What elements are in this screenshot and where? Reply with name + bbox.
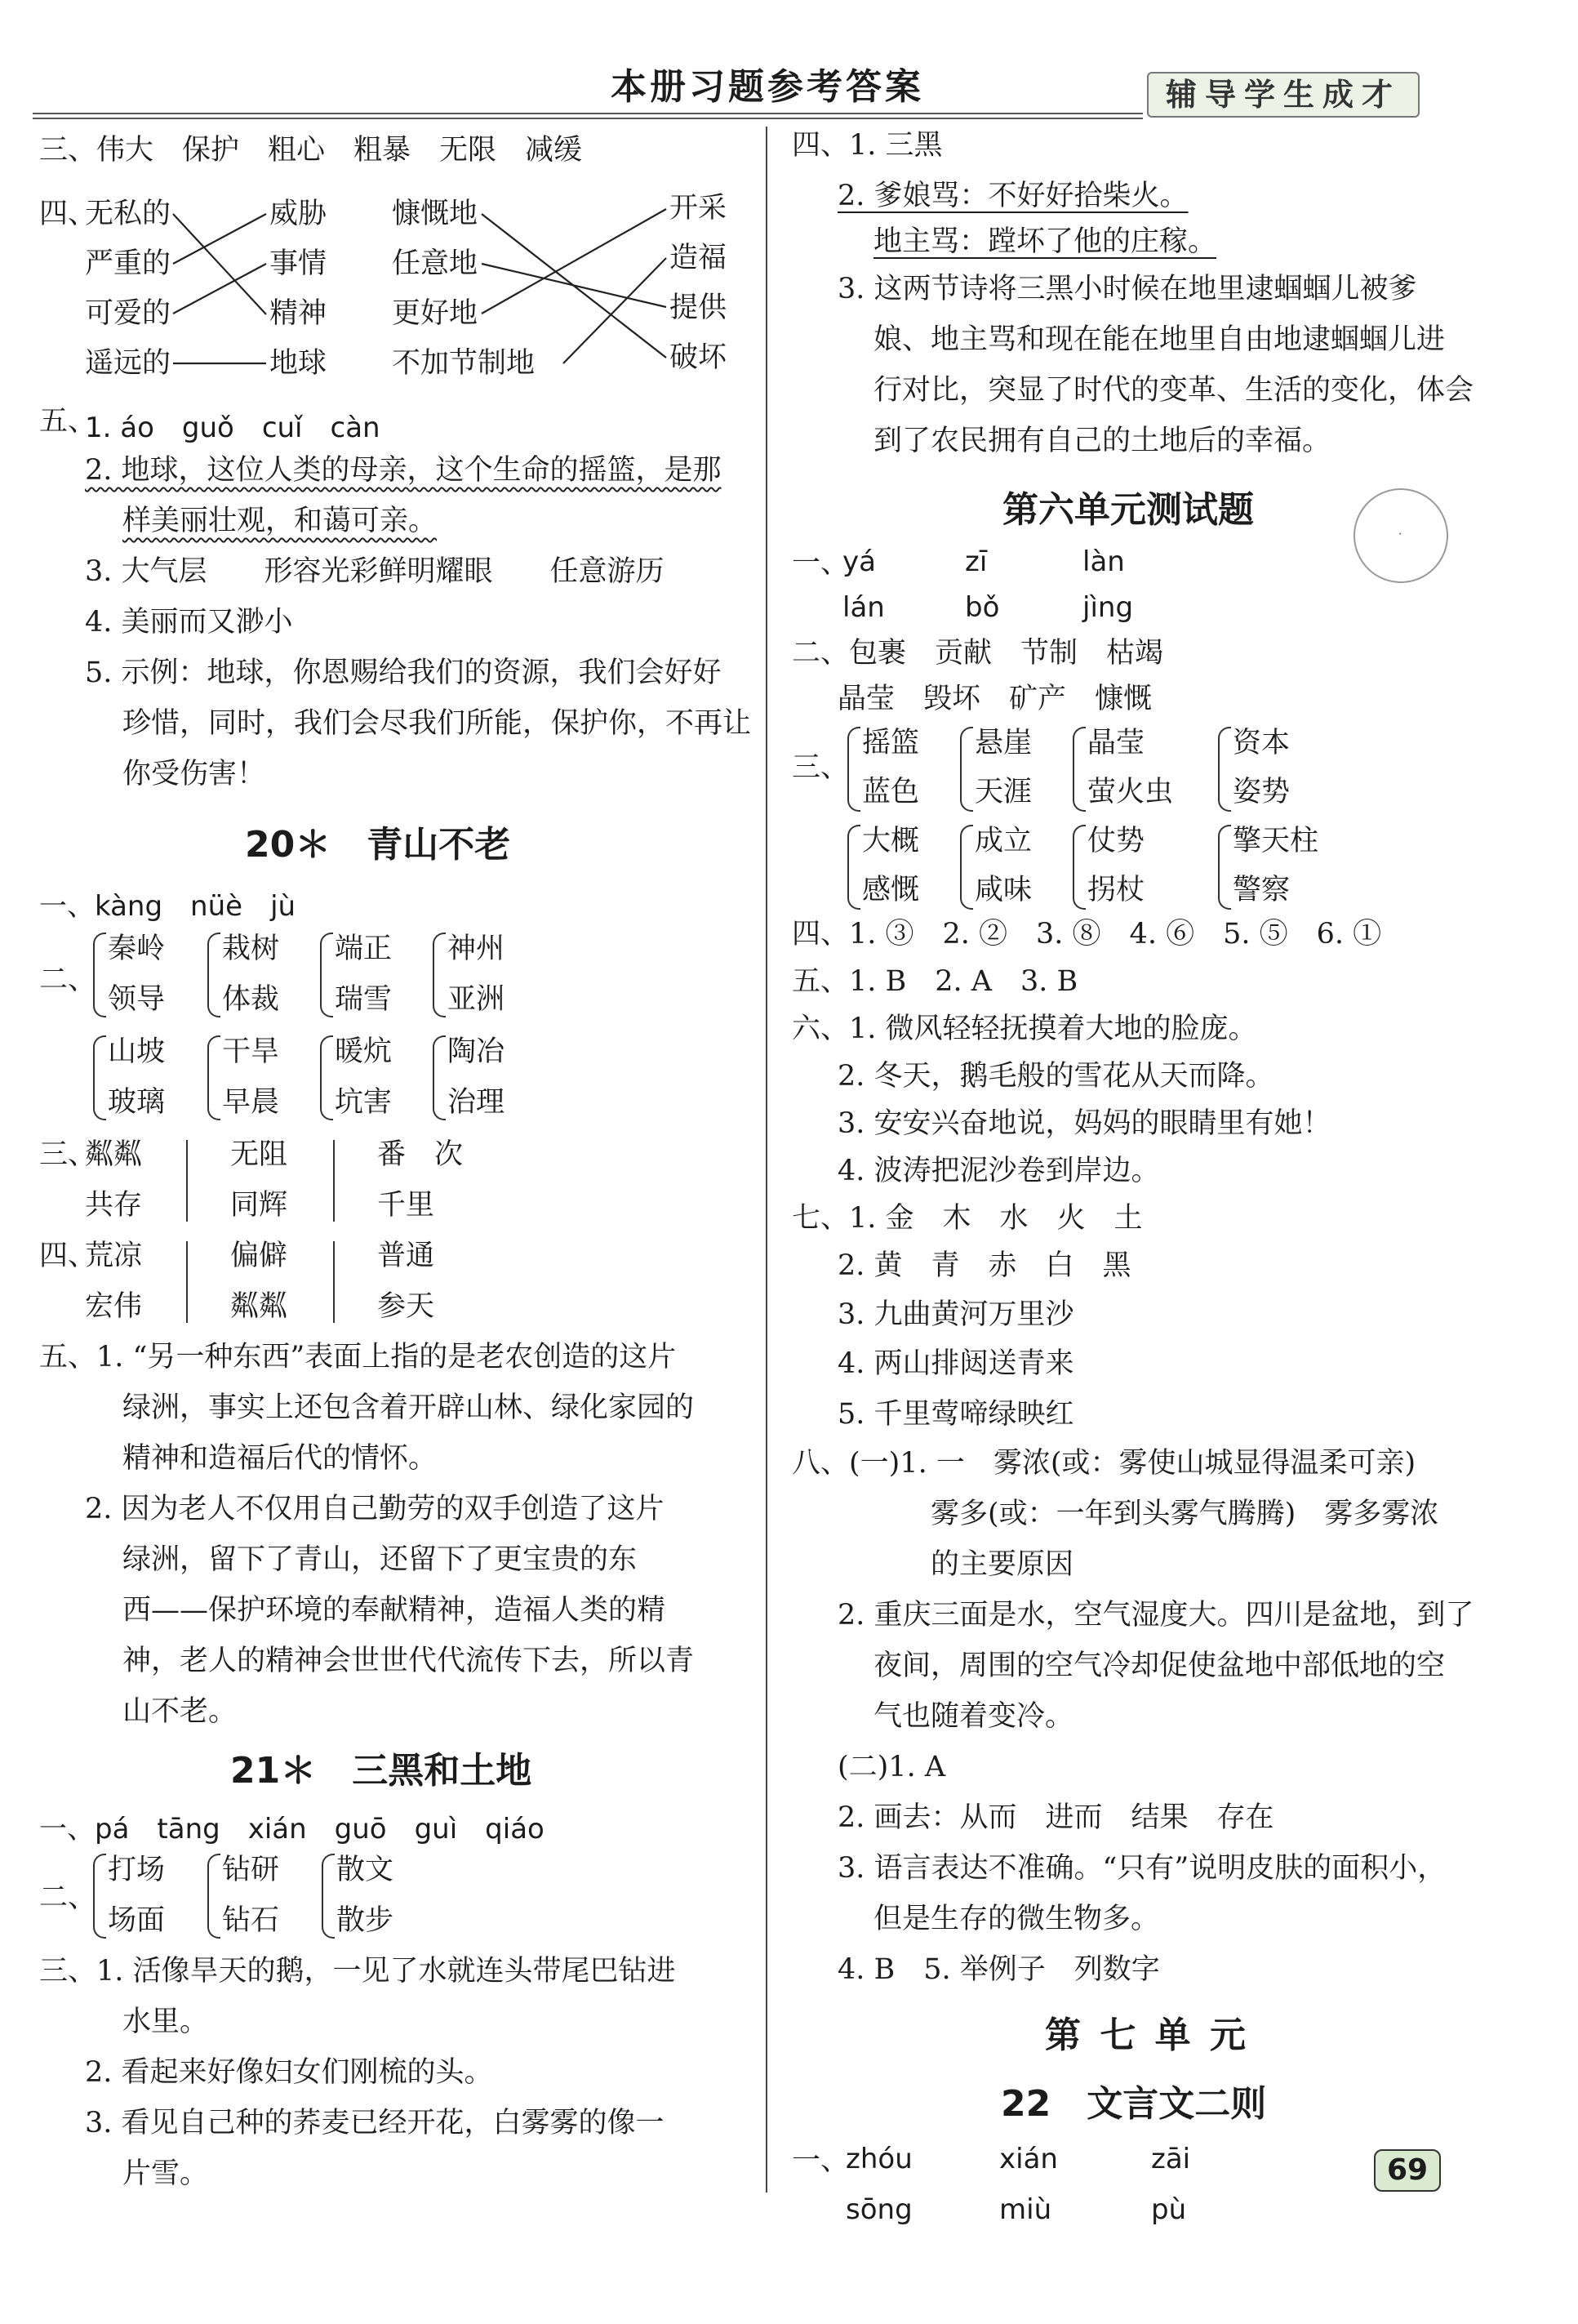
u6-s6a: 六、1. 微风轻轻抚摸着大地的脸庞。 xyxy=(792,1013,1257,1045)
match-right-word-2: 任意地 xyxy=(392,247,478,280)
l20-pair2-b1: 玻璃 xyxy=(108,1086,166,1119)
u6-s1-a1: yá xyxy=(842,545,876,578)
match-right-target-1: 开采 xyxy=(669,192,727,225)
l-s5-q4: 4. 美丽而又渺小 xyxy=(85,606,293,639)
l20-s5e: 绿洲，留下了青山，还留下了更宝贵的东 xyxy=(122,1543,638,1576)
brace xyxy=(1218,825,1231,910)
l20-pair2-a2: 干旱 xyxy=(222,1035,280,1068)
page-number-badge: 69 xyxy=(1374,2149,1441,2192)
l20-s3-b2: 同辉 xyxy=(230,1189,288,1222)
u6-s8h: 2. 画去：从而 进而 结果 存在 xyxy=(838,1801,1274,1834)
divider xyxy=(333,1241,335,1323)
r-s4g: 到了农民拥有自己的土地后的幸福。 xyxy=(873,425,1331,457)
l20-s2-label: 二、 xyxy=(39,964,97,996)
match-left-target-1: 威胁 xyxy=(269,198,327,230)
l21-s3d: 3. 看见自己种的荞麦已经开花，白雾雾的像一 xyxy=(85,2107,665,2139)
u6-pair1-a3: 晶莹 xyxy=(1087,727,1145,759)
l20-s5c: 精神和造福后代的情怀。 xyxy=(122,1442,438,1475)
u7-s1-b3: pù xyxy=(1151,2193,1187,2226)
match-right-word-3: 更好地 xyxy=(392,297,478,330)
u6-s6b: 2. 冬天，鹅毛般的雪花从天而降。 xyxy=(838,1060,1274,1093)
lesson-22-title: 22 文言文二则 xyxy=(1001,2083,1267,2125)
u7-s1-label: 一、 xyxy=(792,2144,850,2177)
l21-s1: 一、pá tāng xián guō guì qiáo xyxy=(39,1813,545,1845)
l-s3: 三、伟大 保护 粗心 粗暴 无限 减缓 xyxy=(39,134,583,167)
l20-s5g: 神，老人的精神会世世代代流传下去，所以青 xyxy=(122,1645,695,1677)
brace xyxy=(960,727,973,812)
u6-pair1-a2: 悬崖 xyxy=(975,727,1033,759)
l-s5-q2a: 2. 地球，这位人类的母亲，这个生命的摇篮，是那 xyxy=(85,454,722,487)
l21-pair-b1: 场面 xyxy=(108,1904,166,1937)
l20-pair2-a4: 陶冶 xyxy=(447,1035,505,1068)
match-left-word-2: 严重的 xyxy=(85,247,171,280)
u6-s7c: 3. 九曲黄河万里沙 xyxy=(838,1298,1074,1331)
u6-s7a: 七、1. 金 木 水 火 土 xyxy=(792,1202,1143,1235)
u6-s4: 四、1. ③ 2. ② 3. ⑧ 4. ⑥ 5. ⑤ 6. ① xyxy=(792,918,1382,951)
u6-s1-label: 一、 xyxy=(792,547,850,580)
u6-s8d: 2. 重庆三面是水，空气湿度大。四川是盆地，到了 xyxy=(838,1599,1474,1632)
l21-s2-label: 二、 xyxy=(39,1881,97,1914)
l20-s3-b3: 千里 xyxy=(377,1189,435,1222)
lesson-21-title: 21＊ 三黑和土地 xyxy=(230,1750,532,1792)
u6-s5: 五、1. B 2. A 3. B xyxy=(792,965,1078,998)
u6-pair2-b2: 咸味 xyxy=(975,874,1033,906)
u6-s8b: 雾多(或：一年到头雾气腾腾) 雾多雾浓 xyxy=(931,1498,1439,1530)
brace xyxy=(1073,825,1086,910)
l21-pair-a3: 散文 xyxy=(336,1854,394,1886)
l20-s3-label: 三、 xyxy=(39,1138,97,1171)
page-header-title: 本册习题参考答案 xyxy=(611,66,924,108)
l20-s3-a3: 番 次 xyxy=(377,1138,464,1171)
brace xyxy=(93,933,106,1017)
r-s4c: 地主骂：蹚坏了他的庄稼。 xyxy=(873,225,1217,258)
l20-pair1-a4: 神州 xyxy=(447,933,505,965)
u6-s8c: 的主要原因 xyxy=(931,1548,1074,1581)
l20-s4-a1: 荒凉 xyxy=(85,1240,143,1272)
l20-s4-b3: 参天 xyxy=(377,1290,435,1323)
l-s5-q5a: 5. 示例：地球，你恩赐给我们的资源，我们会好好 xyxy=(85,657,722,689)
l20-pair1-b1: 领导 xyxy=(108,983,166,1016)
unit-6-title: 第六单元测试题 xyxy=(1002,489,1254,531)
l-s5-q5b: 珍惜，同时，我们会尽我们所能，保护你，不再让 xyxy=(122,707,752,740)
column-divider xyxy=(766,127,767,2193)
l20-pair1-a1: 秦岭 xyxy=(108,933,166,965)
match-left-target-2: 事情 xyxy=(269,247,327,280)
match-left-target-4: 地球 xyxy=(269,347,327,380)
l-s5-q1: 1. áo guǒ cuǐ càn xyxy=(85,412,380,444)
l20-s5d: 2. 因为老人不仅用自己勤劳的双手创造了这片 xyxy=(85,1493,665,1525)
u6-s1-b2: bǒ xyxy=(965,591,1000,624)
divider xyxy=(186,1140,188,1222)
match-right-target-2: 造福 xyxy=(669,242,727,274)
u6-pair1-b1: 蓝色 xyxy=(862,776,920,808)
brace xyxy=(960,825,973,910)
u6-pair1-b4: 姿势 xyxy=(1233,776,1291,808)
l20-pair1-a3: 端正 xyxy=(335,933,393,965)
brace xyxy=(93,1854,106,1939)
match-label: 四、 xyxy=(39,198,97,230)
l20-pair1-b3: 瑞雪 xyxy=(335,983,393,1016)
l21-pair-b2: 钻石 xyxy=(222,1904,280,1937)
u6-pair2-b4: 警察 xyxy=(1233,874,1291,906)
l20-s3-a1: 粼粼 xyxy=(85,1138,143,1171)
l20-s3-b1: 共存 xyxy=(85,1189,143,1222)
l-s5-q2b: 样美丽壮观，和蔼可亲。 xyxy=(122,505,438,537)
u6-s7e: 5. 千里莺啼绿映红 xyxy=(838,1398,1074,1431)
brace xyxy=(320,1035,333,1120)
l21-s3b: 水里。 xyxy=(122,2006,209,2038)
u6-s8e: 夜间，周围的空气冷却促使盆地中部低地的空 xyxy=(873,1650,1446,1682)
brace xyxy=(93,1035,106,1120)
l20-pair2-b4: 治理 xyxy=(447,1086,505,1119)
l21-pair-a1: 打场 xyxy=(108,1854,166,1886)
match-left-word-4: 遥远的 xyxy=(85,347,171,380)
u6-pair2-b3: 拐杖 xyxy=(1087,874,1145,906)
u6-s8k: 4. B 5. 举例子 列数字 xyxy=(838,1953,1160,1986)
l20-s1: 一、kàng nüè jù xyxy=(39,890,296,923)
u6-s2b: 晶莹 毁坏 矿产 慷慨 xyxy=(838,683,1153,715)
u6-s7d: 4. 两山排闼送青来 xyxy=(838,1347,1074,1380)
l21-s3e: 片雪。 xyxy=(122,2157,209,2190)
divider xyxy=(186,1241,188,1323)
u6-s1-b1: lán xyxy=(842,591,885,624)
u6-s2a: 二、包裹 贡献 节制 枯竭 xyxy=(792,637,1164,670)
unit-7-title: 第 七 单 元 xyxy=(1045,2015,1249,2056)
lesson-20-title: 20＊ 青山不老 xyxy=(245,824,511,866)
u6-pair2-a4: 擎天柱 xyxy=(1233,825,1319,857)
brace xyxy=(847,825,860,910)
l-s5-q3: 3. 大气层 形容光彩鲜明耀眼 任意游历 xyxy=(85,555,665,588)
stamp-seal: · xyxy=(1341,476,1460,595)
brace xyxy=(1073,727,1086,812)
l20-pair2-a1: 山坡 xyxy=(108,1035,166,1068)
u6-s1-b3: jìng xyxy=(1082,591,1134,624)
divider xyxy=(333,1140,335,1222)
u6-pair1-a1: 摇篮 xyxy=(862,727,920,759)
r-s4e: 娘、地主骂和现在能在地里自由地逮蝈蝈儿进 xyxy=(873,323,1446,356)
u7-s1-a1: zhóu xyxy=(846,2143,913,2175)
brace xyxy=(207,933,220,1017)
u7-s1-a2: xián xyxy=(999,2143,1058,2175)
u6-s7b: 2. 黄 青 赤 白 黑 xyxy=(838,1249,1131,1282)
l20-s3-a2: 无阻 xyxy=(230,1138,288,1171)
u6-s8i: 3. 语言表达不准确。“只有”说明皮肤的面积小， xyxy=(838,1852,1447,1885)
l20-s4-b1: 宏伟 xyxy=(85,1290,143,1323)
l20-pair2-b2: 早晨 xyxy=(222,1086,280,1119)
r-s4f: 行对比，突显了时代的变革、生活的变化，体会 xyxy=(873,374,1474,407)
u6-pair2-a2: 成立 xyxy=(975,825,1033,857)
l20-s4-a2: 偏僻 xyxy=(230,1240,288,1272)
match-right-target-4: 破坏 xyxy=(669,341,727,374)
match-right-word-4: 不加节制地 xyxy=(392,347,536,380)
l20-s5a: 五、1. “另一种东西”表面上指的是老农创造的这片 xyxy=(39,1341,677,1373)
l20-s4-label: 四、 xyxy=(39,1240,97,1272)
u6-s6c: 3. 安安兴奋地说，妈妈的眼睛里有她！ xyxy=(838,1107,1331,1140)
l20-pair1-b4: 亚洲 xyxy=(447,983,505,1016)
u6-s8g: (二)1. A xyxy=(838,1751,946,1783)
l-s5-q5c: 你受伤害！ xyxy=(122,758,266,790)
l20-s5f: 西——保护环境的奉献精神，造福人类的精 xyxy=(122,1594,666,1627)
u6-s8j: 但是生存的微生物多。 xyxy=(873,1903,1160,1935)
u6-pair1-b2: 天涯 xyxy=(975,776,1033,808)
u6-pair1-b3: 萤火虫 xyxy=(1087,776,1174,808)
l21-pair-a2: 钻研 xyxy=(222,1854,280,1886)
match-right-word-1: 慷慨地 xyxy=(392,198,478,230)
u7-s1-a3: zāi xyxy=(1151,2143,1191,2175)
u6-s8f: 气也随着变冷。 xyxy=(873,1700,1074,1733)
u6-s1-a2: zī xyxy=(965,545,988,578)
r-s4b: 2. 爹娘骂：不好好拾柴火。 xyxy=(838,180,1189,212)
r-s4d: 3. 这两节诗将三黑小时候在地里逮蝈蝈儿被爹 xyxy=(838,273,1417,305)
l20-pair2-b3: 坑害 xyxy=(335,1086,393,1119)
u6-pair2-a1: 大概 xyxy=(862,825,920,857)
u6-s6d: 4. 波涛把泥沙卷到岸边。 xyxy=(838,1155,1160,1187)
brace xyxy=(320,933,333,1017)
u7-s1-b2: miù xyxy=(999,2193,1052,2226)
brace xyxy=(1218,727,1231,812)
match-left-word-3: 可爱的 xyxy=(85,297,171,330)
l20-pair2-a3: 暖炕 xyxy=(335,1035,393,1068)
u6-pair1-a4: 资本 xyxy=(1233,727,1291,759)
l21-pair-b3: 散步 xyxy=(336,1904,394,1937)
match-right-target-3: 提供 xyxy=(669,292,727,324)
brace xyxy=(847,727,860,812)
u7-s1-b1: sōng xyxy=(846,2193,913,2226)
u6-s1-a3: làn xyxy=(1082,545,1125,578)
r-s4a: 四、1. 三黑 xyxy=(792,129,943,162)
header-badge: 辅导学生成才 xyxy=(1147,72,1420,118)
brace xyxy=(433,933,446,1017)
match-lines xyxy=(0,0,767,392)
l20-s5b: 绿洲，事实上还包含着开辟山林、绿化家园的 xyxy=(122,1391,695,1424)
match-left-target-3: 精神 xyxy=(269,297,327,330)
match-left-word-1: 无私的 xyxy=(85,198,171,230)
l21-s3a: 三、1. 活像旱天的鹅，一见了水就连头带尾巴钻进 xyxy=(39,1955,676,1988)
l-s5-label: 五、 xyxy=(39,405,97,438)
brace xyxy=(433,1035,446,1120)
l20-s4-b2: 粼粼 xyxy=(230,1290,288,1323)
l20-pair1-b2: 体裁 xyxy=(222,983,280,1016)
brace xyxy=(207,1854,220,1939)
l21-s3c: 2. 看起来好像妇女们刚梳的头。 xyxy=(85,2056,493,2089)
u6-pair2-b1: 感慨 xyxy=(862,874,920,906)
u6-pair2-a3: 仗势 xyxy=(1087,825,1145,857)
u6-s8a: 八、(一)1. 一 雾浓(或：雾使山城显得温柔可亲) xyxy=(792,1447,1416,1480)
l20-s5h: 山不老。 xyxy=(122,1695,238,1728)
brace xyxy=(207,1035,220,1120)
brace xyxy=(322,1854,335,1939)
l20-s4-a3: 普通 xyxy=(377,1240,435,1272)
l20-pair1-a2: 栽树 xyxy=(222,933,280,965)
u6-s3-label: 三、 xyxy=(792,751,850,784)
